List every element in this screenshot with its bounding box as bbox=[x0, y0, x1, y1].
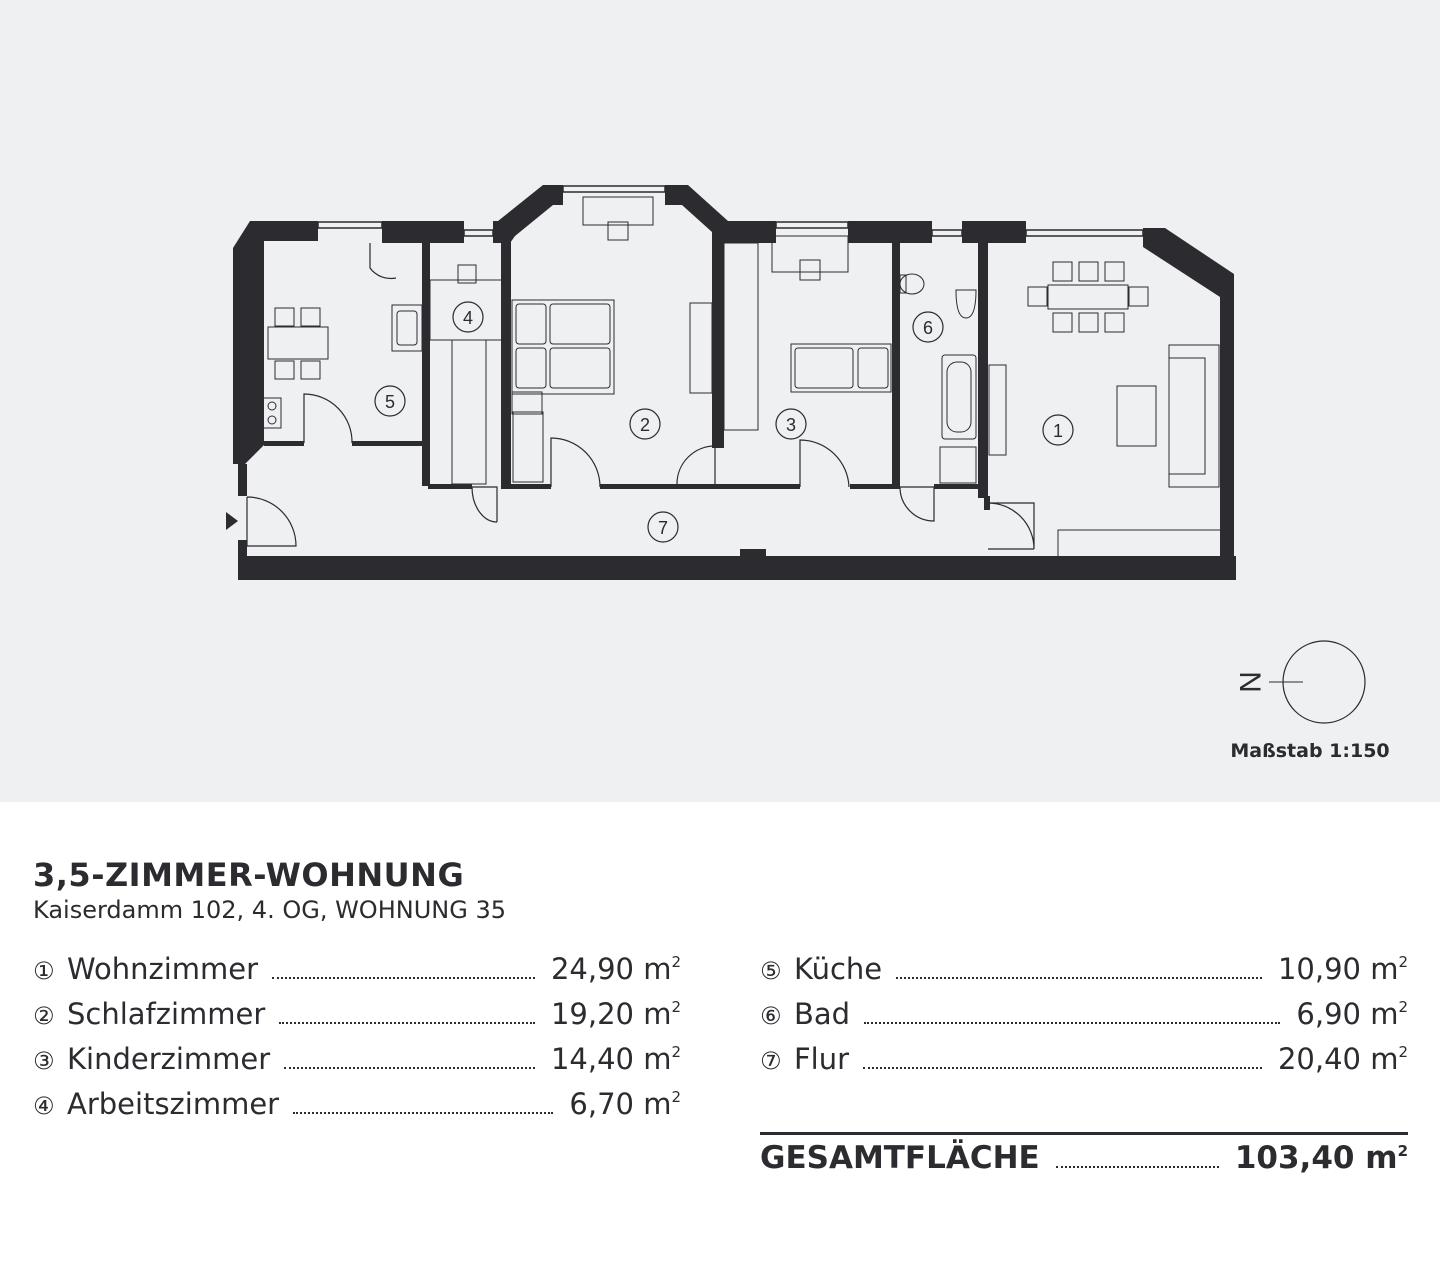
child-wardrobe bbox=[724, 243, 758, 430]
kitchen-table bbox=[268, 327, 328, 359]
door-bedroom bbox=[551, 438, 600, 487]
wall-bay-bedroom bbox=[498, 185, 563, 243]
pillow bbox=[516, 304, 546, 344]
dot-leader bbox=[864, 1022, 1280, 1024]
kitchen-sink-basin bbox=[397, 311, 417, 345]
compass-north-letter: N bbox=[1233, 671, 1266, 693]
dining-chair bbox=[1079, 313, 1098, 332]
door-entrance bbox=[247, 497, 296, 546]
wall-bath-hall bbox=[934, 484, 980, 489]
child-pillow bbox=[858, 348, 888, 388]
shower-tray bbox=[940, 447, 976, 483]
room-row bbox=[760, 997, 1408, 1042]
wall-kitchen-office bbox=[422, 243, 430, 486]
wall-top-child bbox=[722, 221, 776, 243]
pillow bbox=[516, 348, 546, 388]
room-row bbox=[760, 952, 1408, 997]
room-row bbox=[33, 997, 681, 1042]
room-marker-label: 1 bbox=[1052, 421, 1064, 441]
door-kitchen-balcony bbox=[370, 243, 396, 279]
child-bed bbox=[791, 344, 891, 392]
room-name: Küche bbox=[794, 952, 883, 986]
stove-burner bbox=[268, 416, 276, 424]
wall-top-kitchen bbox=[382, 221, 428, 243]
dining-chair bbox=[1105, 313, 1124, 332]
door-child-left bbox=[677, 446, 715, 484]
total-label: GESAMTFLÄCHE bbox=[760, 1140, 1040, 1176]
dining-chair bbox=[1079, 262, 1098, 281]
room-area: 20,40 $m^2$ bbox=[1277, 1042, 1408, 1076]
wall-bay-bedroom-right bbox=[665, 185, 728, 243]
room-area: 6,70 $m^2$ bbox=[569, 1087, 681, 1121]
room-area: 19,20 $m^2$ bbox=[550, 997, 681, 1031]
wall-top-living bbox=[1143, 228, 1165, 247]
room-marker-label: 6 bbox=[922, 318, 934, 338]
child-chair bbox=[800, 260, 820, 280]
wall-kitchen-hall-right bbox=[352, 441, 426, 446]
room-number: ⑥ bbox=[760, 1002, 782, 1030]
door-bath bbox=[900, 487, 934, 521]
room-list-right bbox=[760, 952, 1408, 1087]
dot-leader bbox=[279, 1022, 535, 1024]
room-name: Bad bbox=[794, 997, 851, 1031]
room-area: 14,40 $m^2$ bbox=[550, 1042, 681, 1076]
room-marker-7 bbox=[648, 512, 678, 542]
room-marker-4 bbox=[453, 302, 483, 332]
kitchen-chair bbox=[301, 361, 320, 379]
wall-hall-mid bbox=[600, 484, 715, 489]
wall-kitchen-hall bbox=[264, 441, 304, 446]
wall-office-hall bbox=[428, 484, 472, 489]
room-row bbox=[760, 1042, 1408, 1087]
sofa bbox=[1169, 345, 1219, 487]
stove-burner bbox=[268, 402, 276, 410]
wall-living-east bbox=[1143, 228, 1234, 560]
dot-leader bbox=[284, 1067, 535, 1069]
dining-chair bbox=[1105, 262, 1124, 281]
apartment-title: 3,5-ZIMMER-WOHNUNG bbox=[33, 856, 465, 894]
bedroom-dresser bbox=[513, 412, 543, 482]
dot-leader bbox=[863, 1067, 1262, 1069]
door-kitchen bbox=[304, 394, 352, 443]
double-bed bbox=[512, 300, 614, 394]
dining-chair bbox=[1129, 287, 1148, 306]
room-number: ② bbox=[33, 1002, 55, 1030]
wall-child-bath bbox=[892, 243, 900, 488]
total-divider bbox=[760, 1132, 1408, 1135]
washbasin bbox=[956, 290, 976, 318]
dining-chair bbox=[1028, 287, 1047, 306]
scale-label: Maßstab 1:150 bbox=[1230, 740, 1390, 762]
room-marker-label: 3 bbox=[785, 415, 797, 435]
dot-leader bbox=[293, 1112, 553, 1114]
wall-hall-notch bbox=[740, 549, 766, 557]
apartment-info bbox=[0, 802, 1440, 1280]
sofa-seat bbox=[1169, 358, 1205, 474]
wall-bedroom-hall bbox=[501, 484, 551, 489]
kitchen-chair bbox=[301, 308, 320, 326]
dining-table bbox=[1048, 285, 1128, 309]
nightstand bbox=[512, 392, 542, 414]
living-cabinet bbox=[1058, 530, 1220, 556]
room-marker-1 bbox=[1043, 415, 1073, 445]
room-list-left bbox=[33, 952, 681, 1132]
window-office bbox=[464, 230, 493, 236]
room-area: 24,90 $m^2$ bbox=[550, 952, 681, 986]
room-name: Flur bbox=[794, 1042, 850, 1076]
wall-top-child-right bbox=[848, 221, 932, 243]
dot-leader bbox=[1056, 1166, 1219, 1168]
wall-bottom bbox=[238, 556, 1236, 580]
room-marker-3 bbox=[776, 409, 806, 439]
blanket bbox=[550, 304, 610, 344]
window-kitchen bbox=[318, 222, 382, 228]
wall-child-hall-right bbox=[850, 484, 900, 489]
room-number: ③ bbox=[33, 1047, 55, 1075]
bathtub-inner bbox=[947, 362, 971, 432]
furniture bbox=[249, 197, 1220, 556]
room-number: ④ bbox=[33, 1092, 55, 1120]
dot-leader bbox=[896, 977, 1262, 979]
wall-entrance-left bbox=[238, 464, 247, 496]
apartment-address: Kaiserdamm 102, 4. OG, WOHNUNG 35 bbox=[33, 896, 506, 924]
wall-bedroom-child bbox=[712, 236, 724, 448]
room-name: Schlafzimmer bbox=[67, 997, 266, 1031]
wall-child-hall bbox=[715, 484, 800, 489]
door-living bbox=[988, 503, 1034, 549]
window-living bbox=[1026, 230, 1143, 236]
dining-chair bbox=[1053, 262, 1072, 281]
room-name: Kinderzimmer bbox=[67, 1042, 271, 1076]
doors bbox=[247, 243, 1034, 549]
window-bath bbox=[932, 230, 962, 236]
room-marker-label: 4 bbox=[462, 308, 474, 328]
child-desk bbox=[772, 236, 848, 272]
room-name: Arbeitszimmer bbox=[67, 1087, 280, 1121]
wall-top-bath-right bbox=[962, 221, 1026, 243]
room-marker-label: 7 bbox=[657, 518, 669, 538]
toilet bbox=[900, 274, 924, 294]
window-bedroom bbox=[563, 186, 665, 192]
blanket bbox=[550, 348, 610, 388]
office-shelf bbox=[452, 340, 486, 484]
total-row bbox=[760, 1140, 1408, 1176]
dining-chair bbox=[1053, 313, 1072, 332]
door-child bbox=[800, 440, 849, 487]
dot-leader bbox=[272, 977, 535, 979]
room-number: ⑤ bbox=[760, 957, 782, 985]
room-marker-6 bbox=[913, 312, 943, 342]
interior-walls bbox=[264, 236, 990, 557]
bedroom-desk bbox=[583, 197, 653, 225]
wardrobe bbox=[690, 303, 712, 393]
room-area: 6,90 $m^2$ bbox=[1296, 997, 1408, 1031]
window-child bbox=[776, 222, 848, 228]
compass-icon bbox=[1233, 641, 1365, 723]
total-area: 103,40 $m^2$ bbox=[1234, 1140, 1408, 1176]
entrance-arrow-icon bbox=[226, 512, 238, 530]
child-blanket bbox=[795, 348, 853, 388]
room-name: Wohnzimmer bbox=[67, 952, 259, 986]
wall-office-bedroom bbox=[501, 236, 511, 488]
room-number: ① bbox=[33, 957, 55, 985]
room-marker-label: 5 bbox=[384, 392, 396, 412]
wall-bath-living bbox=[978, 243, 988, 498]
room-marker-2 bbox=[630, 409, 660, 439]
room-number: ⑦ bbox=[760, 1047, 782, 1075]
kitchen-chair bbox=[275, 361, 294, 379]
room-marker-label: 2 bbox=[639, 415, 651, 435]
kitchen-chair bbox=[275, 308, 294, 326]
room-area: 10,90 $m^2$ bbox=[1277, 952, 1408, 986]
room-row bbox=[33, 1087, 681, 1132]
tv-sideboard bbox=[989, 365, 1006, 455]
wall-top-office bbox=[428, 221, 464, 243]
room-row bbox=[33, 952, 681, 997]
coffee-table bbox=[1117, 386, 1156, 446]
exterior-walls bbox=[233, 185, 1236, 580]
door-office bbox=[472, 487, 497, 522]
room-marker-5 bbox=[375, 386, 405, 416]
room-row bbox=[33, 1042, 681, 1087]
